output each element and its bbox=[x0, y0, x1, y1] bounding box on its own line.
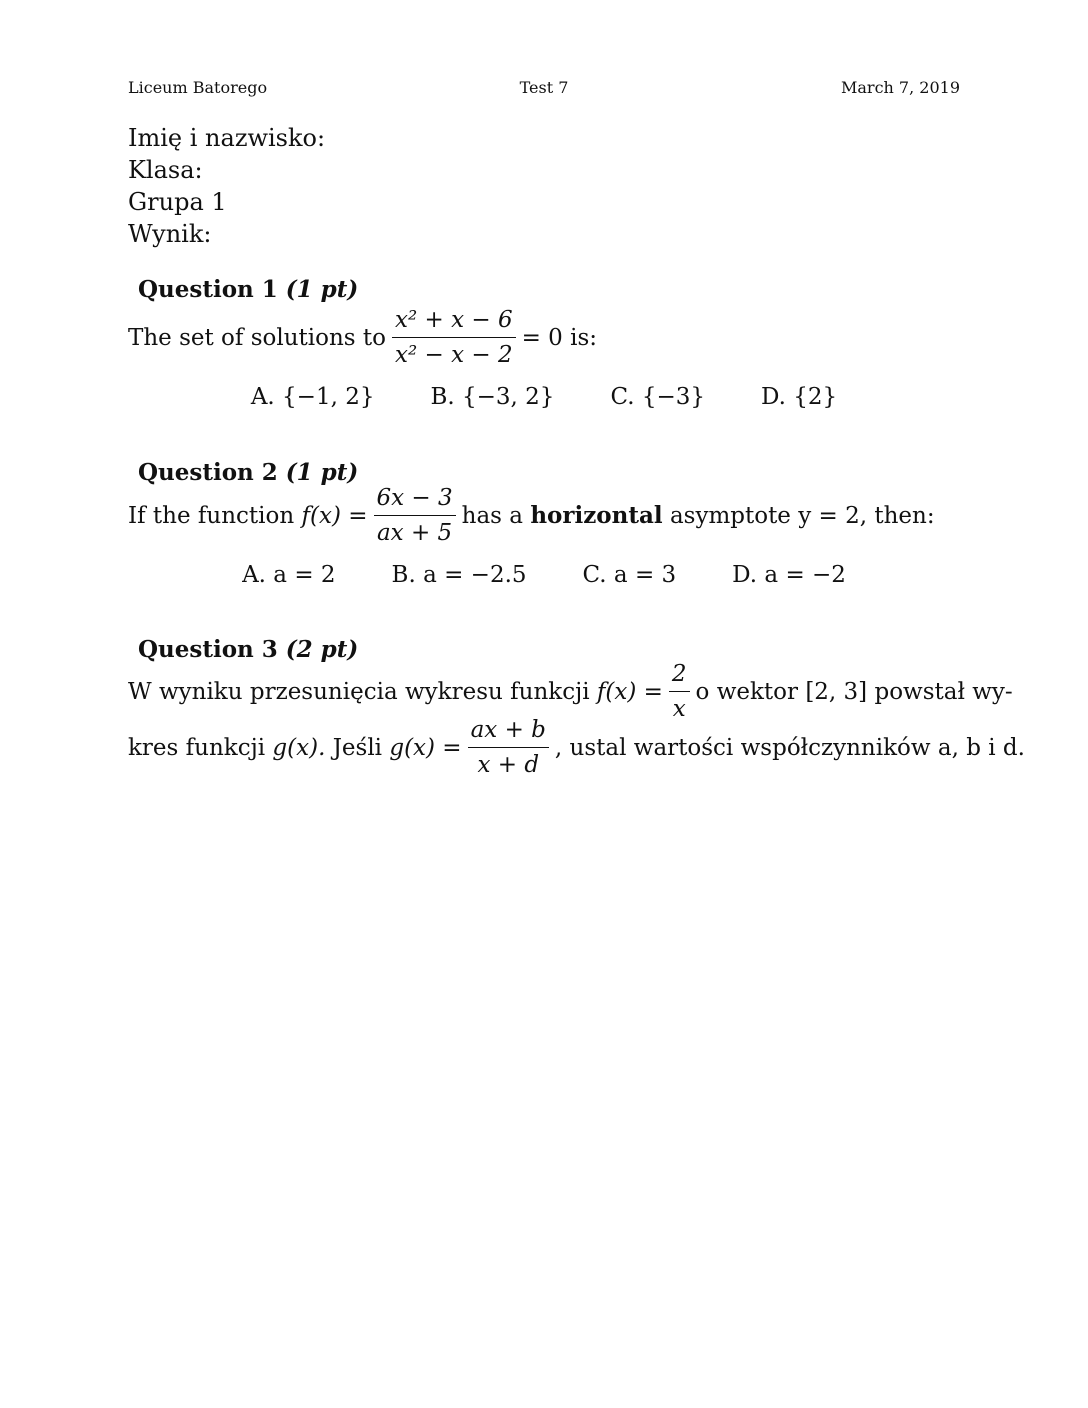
header-test: Test 7 bbox=[519, 78, 569, 97]
q1-choice-c[interactable]: C. {−3} bbox=[610, 384, 706, 410]
q1-fraction bbox=[392, 306, 516, 369]
q3-fraction-1 bbox=[669, 660, 690, 723]
question-2-text bbox=[128, 484, 935, 547]
q3-line2-prefix: kres funkcji bbox=[128, 734, 266, 761]
q1-choice-b[interactable]: B. {−3, 2} bbox=[430, 384, 555, 410]
q3-g: g(x). bbox=[272, 734, 326, 761]
q1-choice-d[interactable]: D. {2} bbox=[761, 384, 838, 410]
name-label: Imię i nazwisko: bbox=[128, 124, 326, 152]
q2-prefix: If the function bbox=[128, 502, 295, 529]
student-info bbox=[128, 122, 325, 250]
header-school: Liceum Batorego bbox=[128, 78, 268, 97]
q3-func1: f(x) = bbox=[596, 678, 663, 705]
q3-jesli: Jeśli bbox=[332, 734, 383, 761]
question-2-label: Question 2 bbox=[138, 459, 278, 486]
q3-frac1-numerator: 2 bbox=[669, 660, 690, 692]
group-label: Grupa 1 bbox=[128, 188, 227, 216]
q2-choice-c[interactable]: C. a = 3 bbox=[582, 562, 677, 588]
q2-choice-b[interactable]: B. a = −2.5 bbox=[391, 562, 527, 588]
question-1-title bbox=[138, 276, 358, 303]
q3-func2: g(x) = bbox=[389, 734, 462, 761]
q3-line1-prefix: W wyniku przesunięcia wykresu funkcji bbox=[128, 678, 590, 705]
question-3-label: Question 3 bbox=[138, 636, 278, 663]
q2-func: f(x) = bbox=[301, 502, 368, 529]
q3-frac2-denominator: x + d bbox=[477, 752, 540, 778]
q1-denominator: x² − x − 2 bbox=[395, 342, 513, 368]
question-2-choices bbox=[0, 562, 1088, 588]
question-1-choices bbox=[0, 384, 1088, 410]
q1-numerator: x² + x − 6 bbox=[392, 306, 516, 338]
q2-choice-a[interactable]: A. a = 2 bbox=[242, 562, 336, 588]
q2-bold-word: horizontal bbox=[530, 502, 663, 529]
question-2-title bbox=[138, 459, 358, 486]
q1-choice-a[interactable]: A. {−1, 2} bbox=[250, 384, 375, 410]
q2-numerator: 6x − 3 bbox=[374, 484, 456, 516]
score-label: Wynik: bbox=[128, 220, 212, 248]
q2-mid: has a bbox=[461, 502, 523, 529]
q1-suffix: = 0 is: bbox=[521, 324, 598, 351]
q2-suffix: asymptote y = 2, then: bbox=[669, 502, 935, 529]
q3-line2-suffix: , ustal wartości współczynników a, b i d. bbox=[554, 734, 1025, 761]
q3-fraction-2 bbox=[468, 716, 549, 779]
header-date: March 7, 2019 bbox=[841, 78, 960, 97]
q2-denominator: ax + 5 bbox=[376, 520, 453, 546]
q2-choice-d[interactable]: D. a = −2 bbox=[732, 562, 846, 588]
question-1-text bbox=[128, 306, 597, 369]
question-3-line-2 bbox=[128, 716, 1025, 779]
q3-frac1-denominator: x bbox=[672, 696, 686, 722]
q1-prefix: The set of solutions to bbox=[128, 324, 386, 351]
class-label: Klasa: bbox=[128, 156, 203, 184]
question-1-label: Question 1 bbox=[138, 276, 278, 303]
question-2-points: (1 pt) bbox=[285, 459, 359, 486]
question-3-title bbox=[138, 636, 358, 663]
question-3-points: (2 pt) bbox=[285, 636, 359, 663]
question-3-line-1 bbox=[128, 660, 1013, 723]
question-1-points: (1 pt) bbox=[285, 276, 359, 303]
q2-fraction bbox=[374, 484, 456, 547]
q3-line1-suffix: o wektor [2, 3] powstał wy- bbox=[695, 678, 1013, 705]
q3-frac2-numerator: ax + b bbox=[468, 716, 549, 748]
